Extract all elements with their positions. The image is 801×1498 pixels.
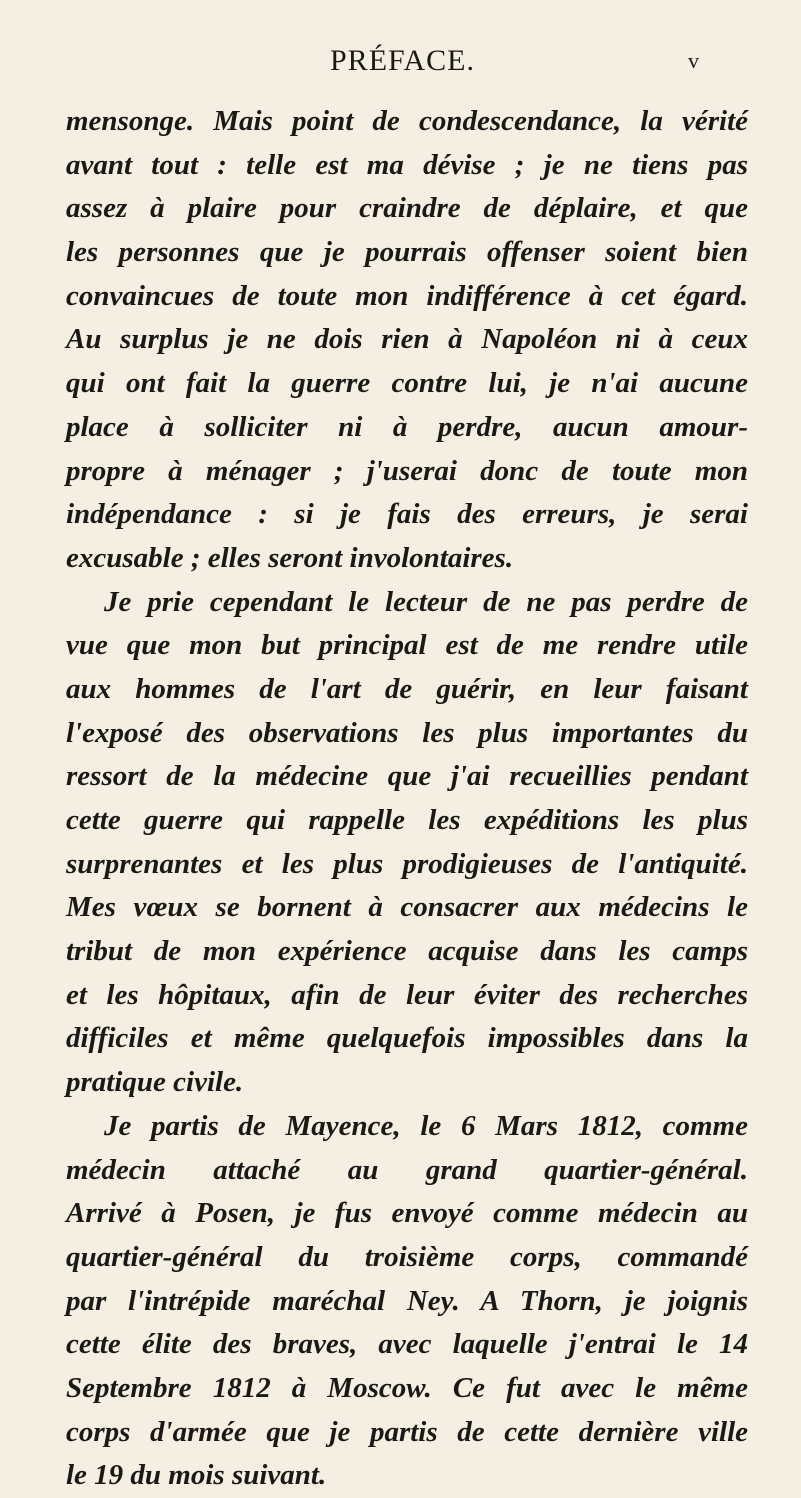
page-number: v xyxy=(688,48,699,73)
running-title: PRÉFACE. xyxy=(330,44,475,77)
text-line: quartier-général du troisième corps, commandé xyxy=(66,1240,748,1273)
paragraph-start-line: Je prie cependant le lecteur de ne pas perdre de xyxy=(104,585,748,618)
text-line: ressort de la médecine que j'ai recueillies pendant xyxy=(66,760,748,793)
text-line: les personnes que je pourrais offenser soient bien xyxy=(66,236,748,269)
text-line: cette élite des braves, avec laquelle j'entrai le 14 xyxy=(66,1328,748,1361)
text-line: Septembre 1812 à Moscow. Ce fut avec le même xyxy=(66,1371,748,1404)
text-line: Au surplus je ne dois rien à Napoléon ni à ceux xyxy=(66,323,748,356)
paragraph-start-line: Je partis de Mayence, le 6 Mars 1812, comme xyxy=(104,1109,748,1142)
text-line: l'exposé des observations les plus importantes du xyxy=(66,716,748,749)
text-line: par l'intrépide maréchal Ney. A Thorn, je joignis xyxy=(66,1284,748,1317)
text-line: propre à ménager ; j'userai donc de toute mon xyxy=(66,454,748,487)
text-line: indépendance : si je fais des erreurs, je serai xyxy=(66,498,748,531)
text-line: difficiles et même quelquefois impossibles dans la xyxy=(66,1022,748,1055)
text-line: cette guerre qui rappelle les expéditions les plus xyxy=(66,804,748,836)
text-line: surprenantes et les plus prodigieuses de l'antiquité. xyxy=(66,847,748,880)
text-line: aux hommes de l'art de guérir, en leur faisant xyxy=(66,672,748,705)
text-line: excusable ; elles seront involontaires. xyxy=(66,541,514,574)
text-line: assez à plaire pour craindre de déplaire, et que xyxy=(66,192,748,225)
text-line: qui ont fait la guerre contre lui, je n'ai aucune xyxy=(66,367,748,400)
text-line: vue que mon but principal est de me rendre utile xyxy=(66,629,748,662)
text-line: convaincues de toute mon indifférence à cet égard. xyxy=(66,279,748,312)
text-line: place à solliciter ni à perdre, aucun amour- xyxy=(66,410,748,443)
text-line: pratique civile. xyxy=(66,1066,244,1099)
text-line: corps d'armée que je partis de cette dernière ville xyxy=(66,1415,748,1448)
text-line: le 19 du mois suivant. xyxy=(66,1459,327,1492)
text-line: Arrivé à Posen, je fus envoyé comme médecin au xyxy=(66,1197,748,1230)
text-line: mensonge. Mais point de condescendance, la vérité xyxy=(66,105,748,137)
text-line: et les hôpitaux, afin de leur éviter des recherches xyxy=(66,978,748,1011)
body-text xyxy=(66,100,748,1498)
text-line: médecin attaché au grand quartier-général. xyxy=(66,1153,748,1186)
text-line: tribut de mon expérience acquise dans les camps xyxy=(66,935,748,968)
text-line: avant tout : telle est ma dévise ; je ne tiens pas xyxy=(66,148,748,181)
text-line: Mes vœux se bornent à consacrer aux médecins le xyxy=(66,891,748,924)
page-header xyxy=(0,40,801,80)
